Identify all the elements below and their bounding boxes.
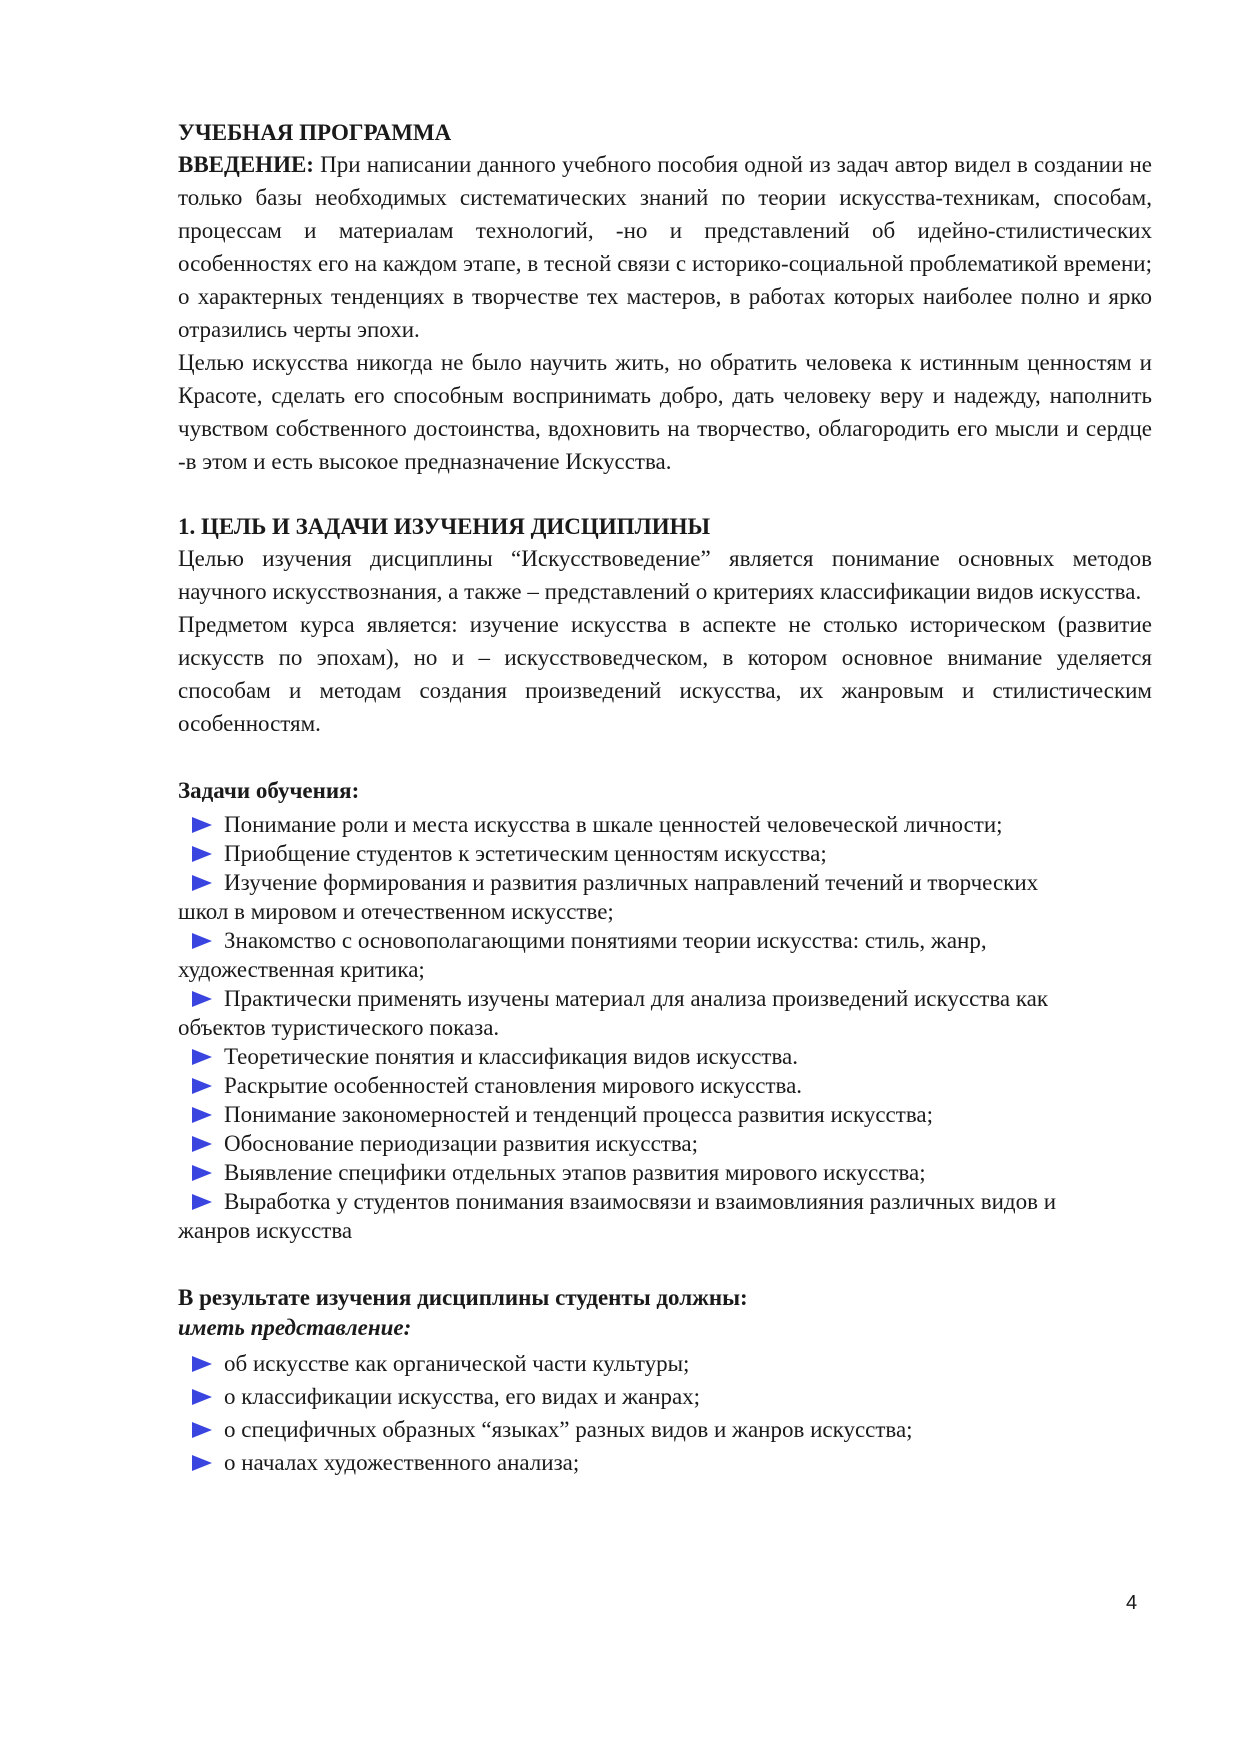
list-item-continuation: объектов туристического показа. <box>178 1015 500 1040</box>
arrow-bullet-icon <box>192 1356 212 1372</box>
list-item-text: Изучение формирования и развития различных направлений течений и творческих <box>224 870 1039 895</box>
page-number: 4 <box>1126 1592 1138 1614</box>
list-item-text: об искусстве как органической части культуры; <box>224 1351 690 1376</box>
list-item <box>178 926 1152 984</box>
list-item <box>178 1347 1152 1380</box>
arrow-bullet-icon <box>192 1422 212 1438</box>
result-list <box>178 1347 1152 1479</box>
list-item-text: о началах художественного анализа; <box>224 1450 580 1475</box>
list-item <box>178 1446 1152 1479</box>
arrow-bullet-icon <box>192 846 212 862</box>
result-subheading: иметь представление: <box>178 1315 412 1340</box>
list-item <box>178 1129 1152 1158</box>
list-item-continuation: художественная критика; <box>178 957 425 982</box>
list-item-text: о классификации искусства, его видах и жанрах; <box>224 1384 701 1409</box>
arrow-bullet-icon <box>192 1389 212 1405</box>
purpose-paragraph: Целью искусства никогда не было научить жить, но обратить человека к истинным ценностям и Красоте, сделать его способным воспринимать добро, дать человеку веру и надежду, наполнить чувством собственного достоинства, вдохновить на творчество, облагородить его мысли и сердце -в этом и есть высокое предназначение Искусства. <box>178 350 1152 474</box>
list-item-continuation: школ в мировом и отечественном искусстве; <box>178 899 614 924</box>
list-item <box>178 1158 1152 1187</box>
list-item <box>178 1100 1152 1129</box>
section1-paragraph: Целью изучения дисциплины “Искусствоведение” является понимание основных методов научного искусствознания, а также – представлений о критериях классификации видов искусства. <box>178 546 1152 604</box>
list-item-text: Обоснование периодизации развития искусства; <box>224 1131 699 1156</box>
list-item <box>178 1042 1152 1071</box>
list-item <box>178 868 1152 926</box>
list-item <box>178 839 1152 868</box>
tasks-list <box>178 810 1152 1245</box>
arrow-bullet-icon <box>192 875 212 891</box>
list-item-text: о специфичных образных “языках” разных видов и жанров искусства; <box>224 1417 913 1442</box>
list-item <box>178 1187 1152 1245</box>
page-title: УЧЕБНАЯ ПРОГРАММА <box>178 120 452 145</box>
list-item-text: Приобщение студентов к эстетическим ценностям искусства; <box>224 841 827 866</box>
list-item <box>178 1380 1152 1413</box>
intro-label: ВВЕДЕНИЕ: <box>178 152 314 177</box>
list-item-continuation: жанров искусства <box>178 1218 353 1243</box>
tasks-heading: Задачи обучения: <box>178 778 360 803</box>
list-item-text: Выявление специфики отдельных этапов развития мирового искусства; <box>224 1160 926 1185</box>
arrow-bullet-icon <box>192 1107 212 1123</box>
list-item-text: Раскрытие особенностей становления мирового искусства. <box>224 1073 803 1098</box>
list-item-text: Теоретические понятия и классификация видов искусства. <box>224 1044 799 1069</box>
intro-text: При написании данного учебного пособия одной из задач автор видел в создании не только базы необходимых систематических знаний по теории искусства-техникам, способам, процессам и материалам технологий, -но и представлений об идейно-стилистических особенностях его на каждом этапе, в тесной связи с историко-социальной проблематикой времени; о характерных тенденциях в творчестве тех мастеров, в работах которых наиболее полно и ярко отразились черты эпохи. <box>178 152 1152 342</box>
list-item <box>178 984 1152 1042</box>
list-item <box>178 810 1152 839</box>
arrow-bullet-icon <box>192 991 212 1007</box>
arrow-bullet-icon <box>192 817 212 833</box>
result-heading: В результате изучения дисциплины студенты должны: <box>178 1285 748 1310</box>
arrow-bullet-icon <box>192 1194 212 1210</box>
arrow-bullet-icon <box>192 1455 212 1471</box>
page-content <box>178 118 1152 1479</box>
subject-paragraph: Предметом курса является: изучение искусства в аспекте не столько историческом (развитие искусств по эпохам), но и – искусствоведческом, в котором основное внимание уделяется способам и методам создания произведений искусства, их жанровым и стилистическим особенностям. <box>178 612 1152 736</box>
arrow-bullet-icon <box>192 1078 212 1094</box>
list-item-text: Понимание закономерностей и тенденций процесса развития искусства; <box>224 1102 933 1127</box>
list-item-text: Знакомство с основополагающими понятиями теории искусства: стиль, жанр, <box>224 928 987 953</box>
section1-heading: 1. ЦЕЛЬ И ЗАДАЧИ ИЗУЧЕНИЯ ДИСЦИПЛИНЫ <box>178 514 711 539</box>
list-item-text: Выработка у студентов понимания взаимосвязи и взаимовлияния различных видов и <box>224 1189 1057 1214</box>
arrow-bullet-icon <box>192 1136 212 1152</box>
arrow-bullet-icon <box>192 933 212 949</box>
intro-paragraph <box>178 148 1152 346</box>
list-item <box>178 1413 1152 1446</box>
arrow-bullet-icon <box>192 1049 212 1065</box>
arrow-bullet-icon <box>192 1165 212 1181</box>
list-item-text: Понимание роли и места искусства в шкале ценностей человеческой личности; <box>224 812 1003 837</box>
list-item-text: Практически применять изучены материал для анализа произведений искусства как <box>224 986 1049 1011</box>
list-item <box>178 1071 1152 1100</box>
